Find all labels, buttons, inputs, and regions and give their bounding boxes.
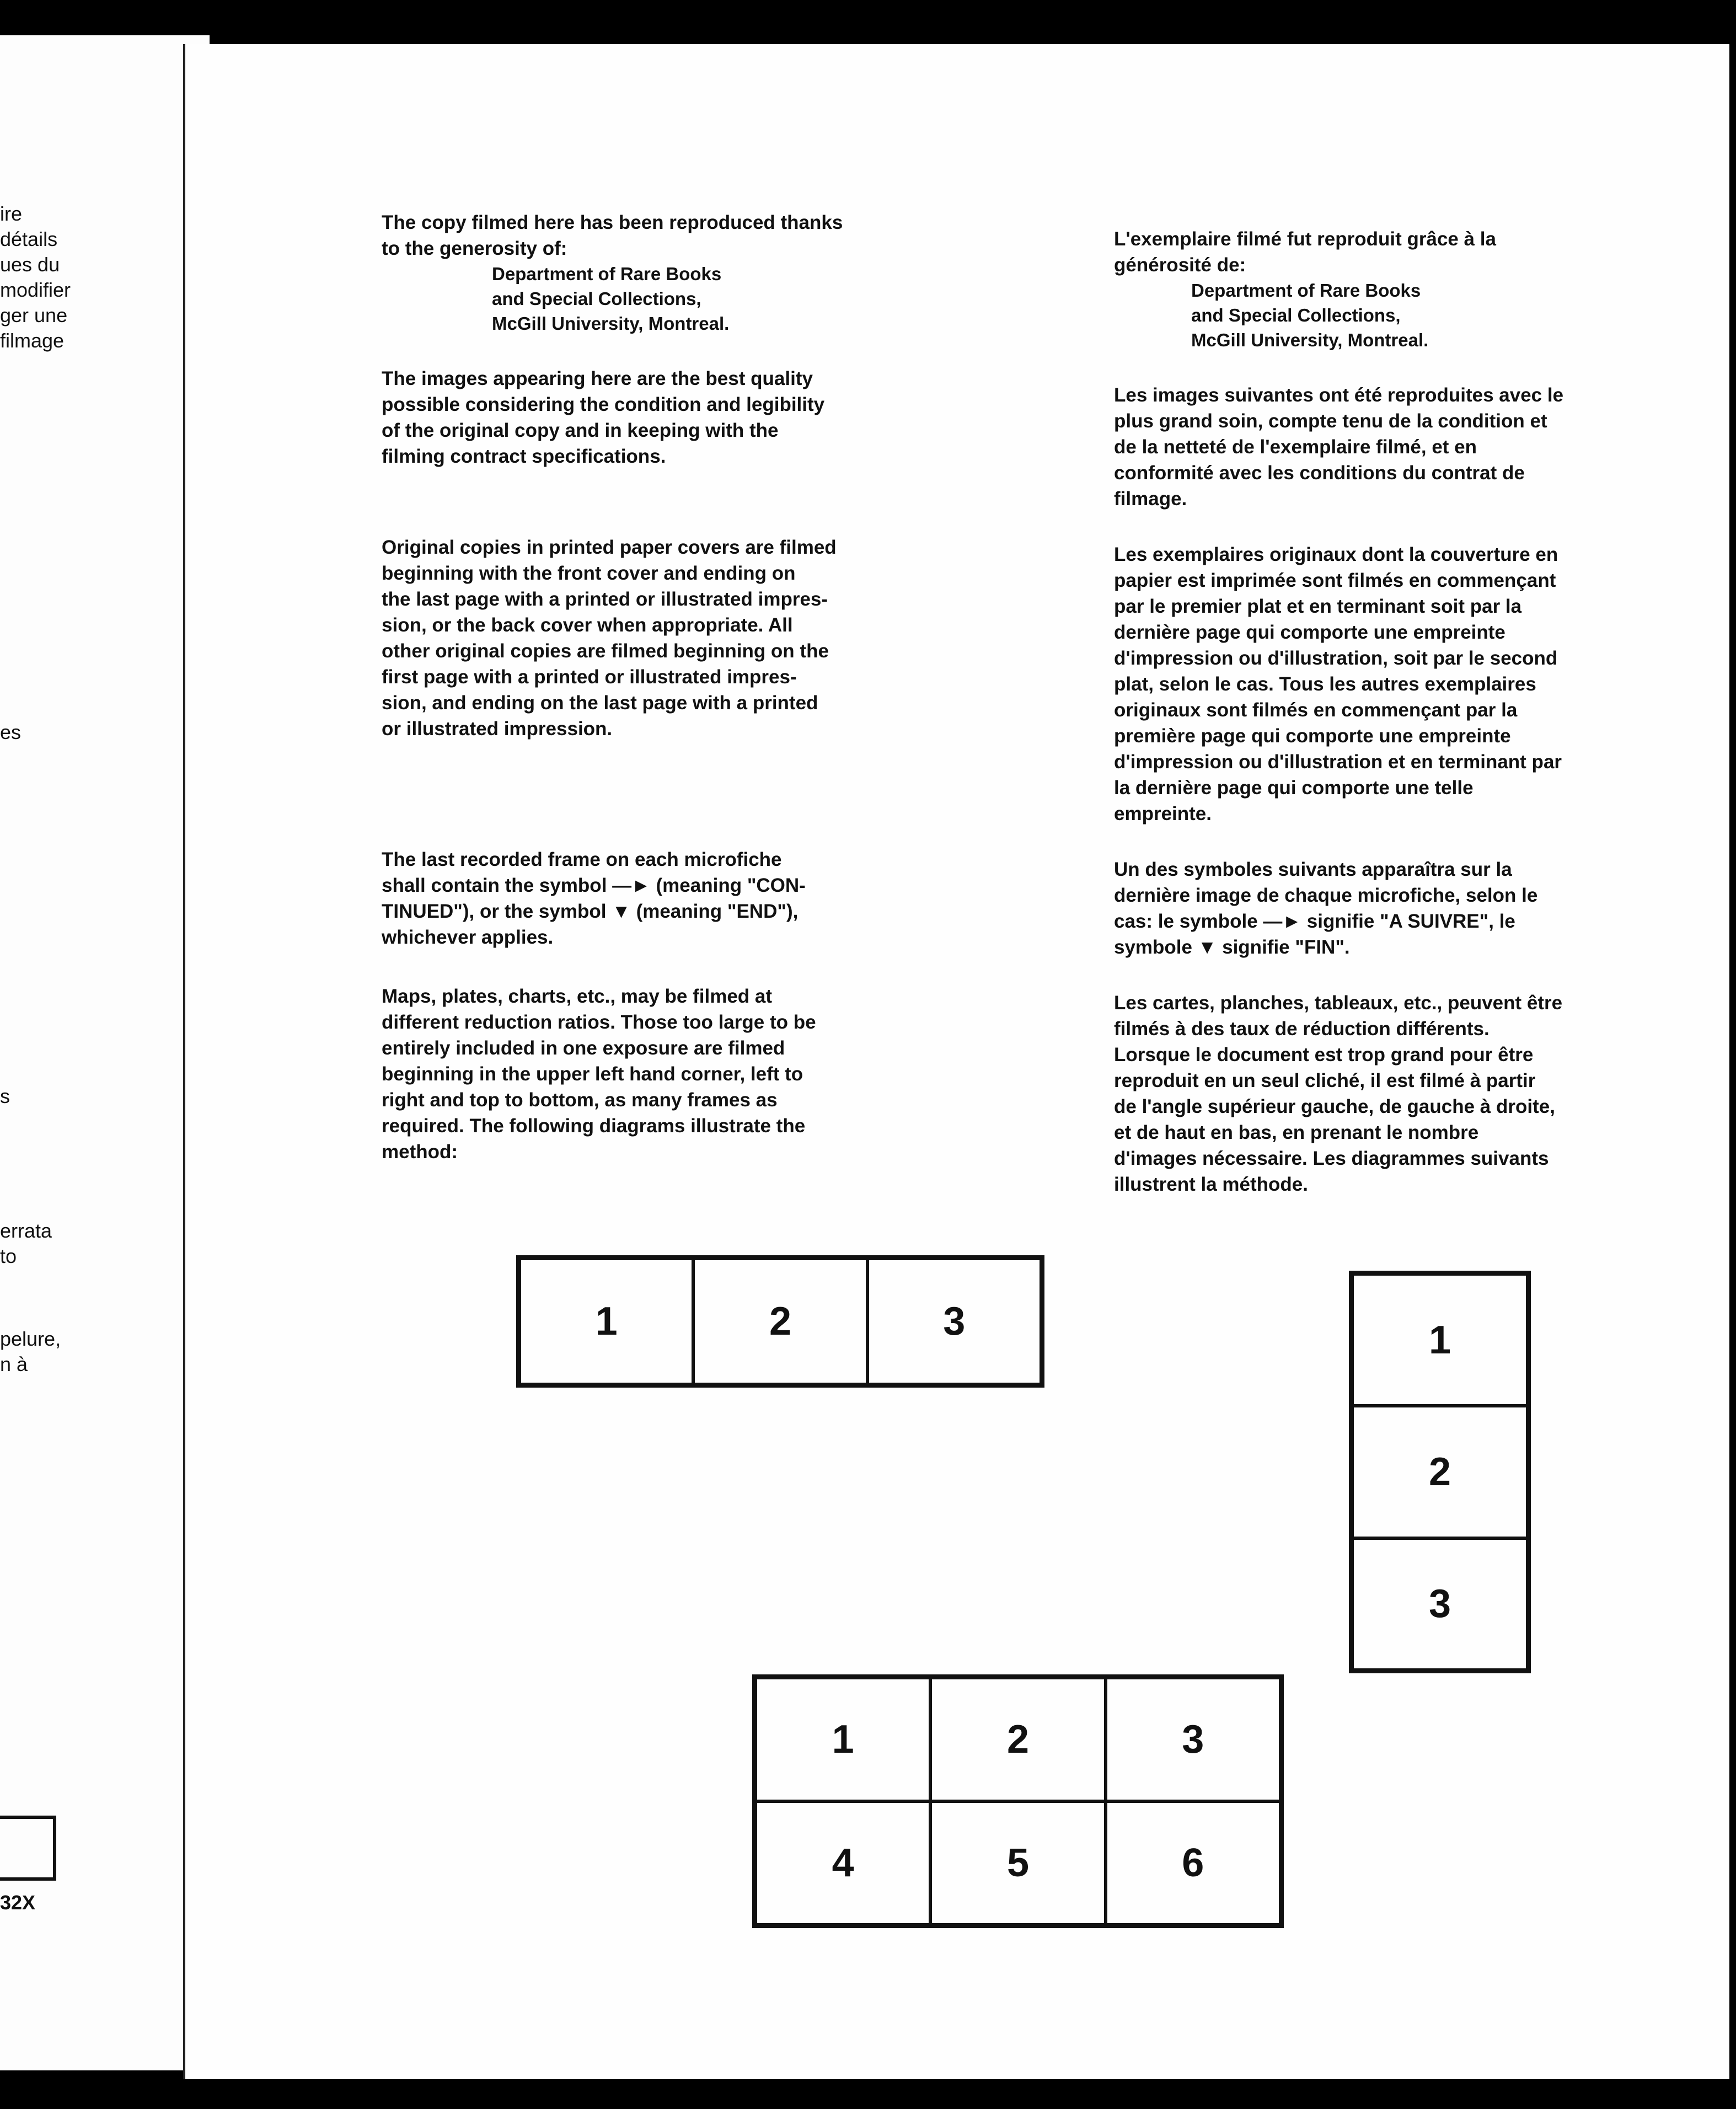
french-para-maps: Les cartes, planches, tableaux, etc., peuvent être filmés à des taux de réduction différents. Lorsque le document est trop grand pour être reproduit en un seul cliché, il est filmé à partir de l'angle supérieur gauche, de gauche à droite, et de haut en bas, en prenant le nombre d'images nécessaire. Les diagrammes suivants illustrent la méthode. xyxy=(1114,992,1563,1195)
french-para-symbols xyxy=(1114,857,1721,960)
left-fragment-2: détails xyxy=(0,228,58,250)
continued-arrow-icon: —► xyxy=(612,875,651,896)
diagram-frame-2: 2 xyxy=(693,1259,867,1384)
left-reduction-box xyxy=(0,1816,56,1881)
english-para-originals: Original copies in printed paper covers are filmed beginning with the front cover and ending on the last page with a printed or illustrated impres- sion, or the back cover when appropriate. All other original copies are filmed beginning on the first page with a printed or illustrated impres- sion, and ending on the last page with a printed or illustrated impression. xyxy=(382,537,837,740)
continued-arrow-icon: —► xyxy=(1263,911,1302,932)
english-symbols-text-3: (meaning "END"), whichever applies. xyxy=(382,901,799,948)
english-para-symbols xyxy=(382,847,1021,950)
left-fragment-10: to xyxy=(0,1245,17,1267)
english-para-maps: Maps, plates, charts, etc., may be filmed at different reduction ratios. Those too large to be entirely included in one exposure are filmed beginning in the upper left hand corner, left to right and top to bottom, as many frames as required. The following diagrams illustrate the method: xyxy=(382,986,816,1163)
diagram-frame-1: 1 xyxy=(756,1678,930,1801)
diagram-frame-1: 1 xyxy=(1352,1274,1528,1406)
left-fragment-32x: 32X xyxy=(0,1891,36,1914)
french-para-images: Les images suivantes ont été reproduites avec le plus grand soin, compte tenu de la condition et de la netteté de l'exemplaire filmé, et en conformité avec les conditions du contrat de filmage. xyxy=(1114,384,1564,510)
diagram-frame-2: 2 xyxy=(1352,1406,1528,1538)
diagram-grid-2x3 xyxy=(752,1674,1284,1928)
french-symbols-text-3: signifie "FIN". xyxy=(1217,936,1350,958)
main-page xyxy=(183,44,1729,2079)
french-para-originals: Les exemplaires originaux dont la couverture en papier est imprimée sont filmés en commençant par le premier plat et en terminant soit par la dernière page qui comporte une empreinte d'impression ou d'illustration, soit par le second plat, selon le cas. Tous les autres exemplaires originaux sont filmés en commençant par la première page qui comporte une empreinte d'impression ou d'illustration et en terminant par la dernière page qui comporte une telle empreinte. xyxy=(1114,544,1562,825)
diagram-frame-4: 4 xyxy=(756,1801,930,1925)
english-symbols-text-1: The last recorded frame on each microfiche shall contain the symbol xyxy=(382,849,782,896)
left-fragment-1: ire xyxy=(0,202,23,225)
left-fragment-4: modifier xyxy=(0,279,71,301)
diagram-frame-5: 5 xyxy=(930,1801,1105,1925)
diagram-vertical-strip xyxy=(1349,1271,1531,1673)
left-fragment-12: n à xyxy=(0,1353,28,1375)
english-credit: Department of Rare Books and Special Collections, McGill University, Montreal. xyxy=(492,264,730,334)
end-triangle-icon: ▼ xyxy=(612,901,631,922)
french-symbols-text-2: signifie "A SUIVRE", le symbole xyxy=(1114,911,1515,958)
french-credit: Department of Rare Books and Special Collections, McGill University, Montreal. xyxy=(1191,280,1429,350)
left-fragment-3: ues du xyxy=(0,253,60,276)
left-fragment-8: s xyxy=(0,1085,10,1107)
diagram-frame-3: 3 xyxy=(1106,1678,1280,1801)
left-fragment-11: pelure, xyxy=(0,1328,61,1350)
diagram-frame-3: 3 xyxy=(1352,1538,1528,1670)
left-page-fragment xyxy=(0,35,210,2070)
left-fragment-7: es xyxy=(0,721,22,743)
diagram-frame-6: 6 xyxy=(1106,1801,1280,1925)
french-column xyxy=(1114,226,1721,1197)
left-fragment-5: ger une xyxy=(0,304,68,326)
english-symbols-text-2: (meaning "CON- TINUED"), or the symbol xyxy=(382,875,806,922)
english-intro: The copy filmed here has been reproduced thanks to the generosity of: xyxy=(382,212,843,259)
english-column xyxy=(382,210,1021,1165)
french-symbols-text-1: Un des symboles suivants apparaîtra sur la dernière image de chaque microfiche, selon le cas: le symbole xyxy=(1114,859,1538,932)
french-intro: L'exemplaire filmé fut reproduit grâce à la générosité de: xyxy=(1114,228,1496,276)
end-triangle-icon: ▼ xyxy=(1197,936,1217,958)
diagram-frame-3: 3 xyxy=(867,1259,1041,1384)
left-fragment-9: errata xyxy=(0,1219,52,1242)
left-fragment-6: filmage xyxy=(0,329,65,352)
english-para-images: The images appearing here are the best quality possible considering the condition and legibility of the original copy and in keeping with the filming contract specifications. xyxy=(382,368,825,467)
diagram-frame-1: 1 xyxy=(519,1259,693,1384)
diagram-horizontal-strip xyxy=(516,1255,1044,1388)
diagram-frame-2: 2 xyxy=(930,1678,1105,1801)
